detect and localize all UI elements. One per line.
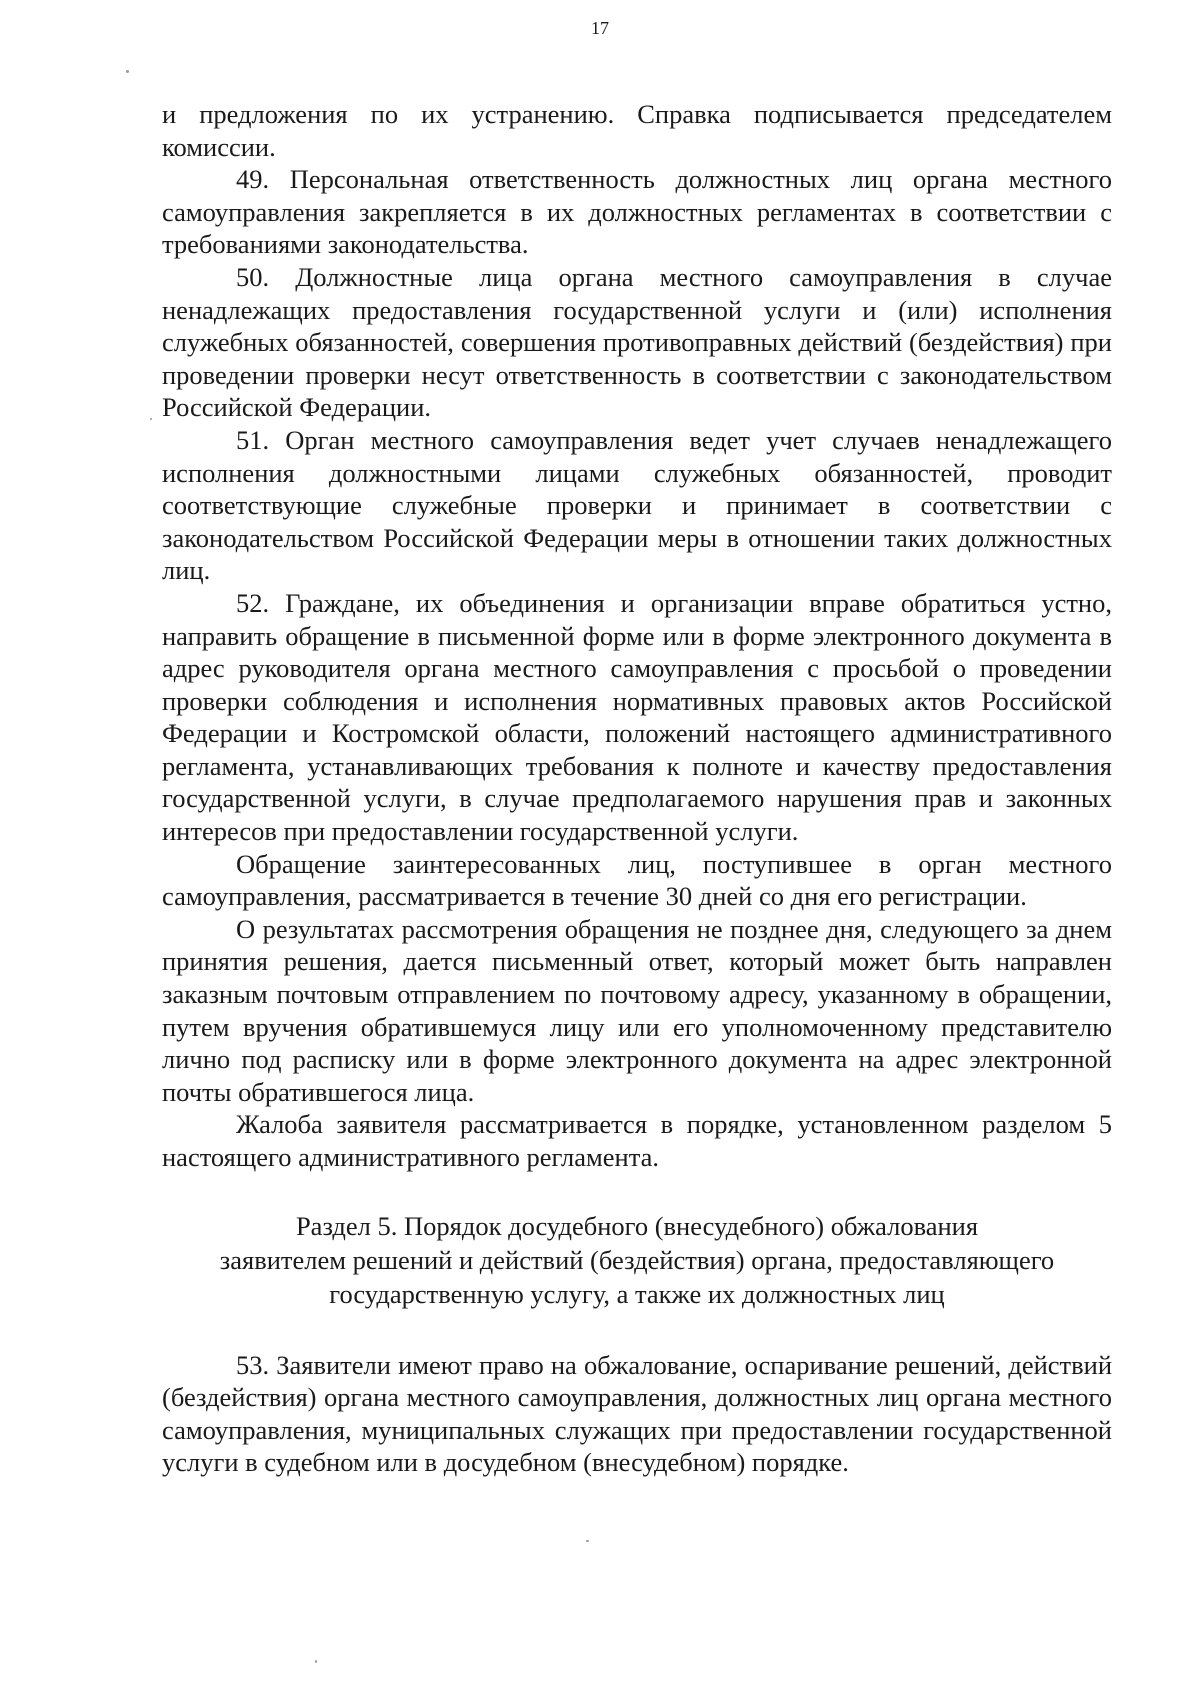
scan-dust-mark <box>126 70 129 73</box>
paragraph-appeal-results: О результатах рассмотрения обращения не позднее дня, следующего за днем принятия решения, дается письменный ответ, который может быть направлен заказным почтовым отправлением по почтовому адресу, указанному в обращении, путем вручения обратившемуся лицу или его уполномоченному представителю лично под расписку или в форме электронного документа на адрес электронной почты обратившегося лица. <box>162 913 1112 1107</box>
paragraph-53: 53. Заявители имеют право на обжалование, оспаривание решений, действий (бездействия) органа местного самоуправления, должностных лиц органа местного самоуправления, муниципальных служащих при предоставлении государственной услуги в судебном или в досудебном (внесудебном) порядке. <box>162 1349 1112 1478</box>
paragraph-52: 52. Граждане, их объединения и организации вправе обратиться устно, направить обращение в письменной форме или в форме электронного документа в адрес руководителя органа местного самоуправления с просьбой о проведении проверки соблюдения и исполнения нормативных правовых актов Российской Федерации и Костромской области, положений настоящего административного регламента, устанавливающих требования к полноте и качеству предоставления государственной услуги, в случае предполагаемого нарушения прав и законных интересов при предоставлении государственной услуги. <box>162 587 1112 847</box>
section-heading-line: государственную услугу, а также их должностных лиц <box>329 1278 945 1309</box>
paragraph-49: 49. Персональная ответственность должностных лиц органа местного самоуправления закрепляется в их должностных регламентах в соответствии с требованиями законодательства. <box>162 164 1112 260</box>
section-heading-line: Раздел 5. Порядок досудебного (внесудебного) обжалования <box>295 1210 979 1241</box>
paragraph-complaint: Жалоба заявителя рассматривается в порядке, установленном разделом 5 настоящего административного регламента. <box>162 1109 1112 1172</box>
scan-dust-mark <box>586 1540 589 1542</box>
page-number: 17 <box>591 18 609 38</box>
scan-dust-mark <box>315 1660 317 1663</box>
section-5-heading <box>162 1209 1112 1311</box>
paragraph-continuation: и предложения по их устранению. Справка подписывается председателем комиссии. <box>162 99 1112 162</box>
section-heading-line: заявителем решений и действий (бездействия) органа, предоставляющего <box>219 1244 1055 1275</box>
paragraph-50: 50. Должностные лица органа местного самоуправления в случае ненадлежащих предоставления государственной услуги и (или) исполнения служебных обязанностей, совершения противоправных действий (бездействия) при проведении проверки несут ответственность в соответствии с законодательством Российской Федерации. <box>162 261 1112 423</box>
paragraph-51: 51. Орган местного самоуправления ведет учет случаев ненадлежащего исполнения должностными лицами служебных обязанностей, проводит соответствующие служебные проверки и принимает в соответствии с законодательством Российской Федерации меры в отношении таких должностных лиц. <box>162 424 1112 586</box>
scan-dust-mark <box>150 418 152 420</box>
paragraph-appeal-review: Обращение заинтересованных лиц, поступившее в орган местного самоуправления, рассматривается в течение 30 дней со дня его регистрации. <box>162 848 1112 912</box>
document-body <box>162 98 1112 1479</box>
